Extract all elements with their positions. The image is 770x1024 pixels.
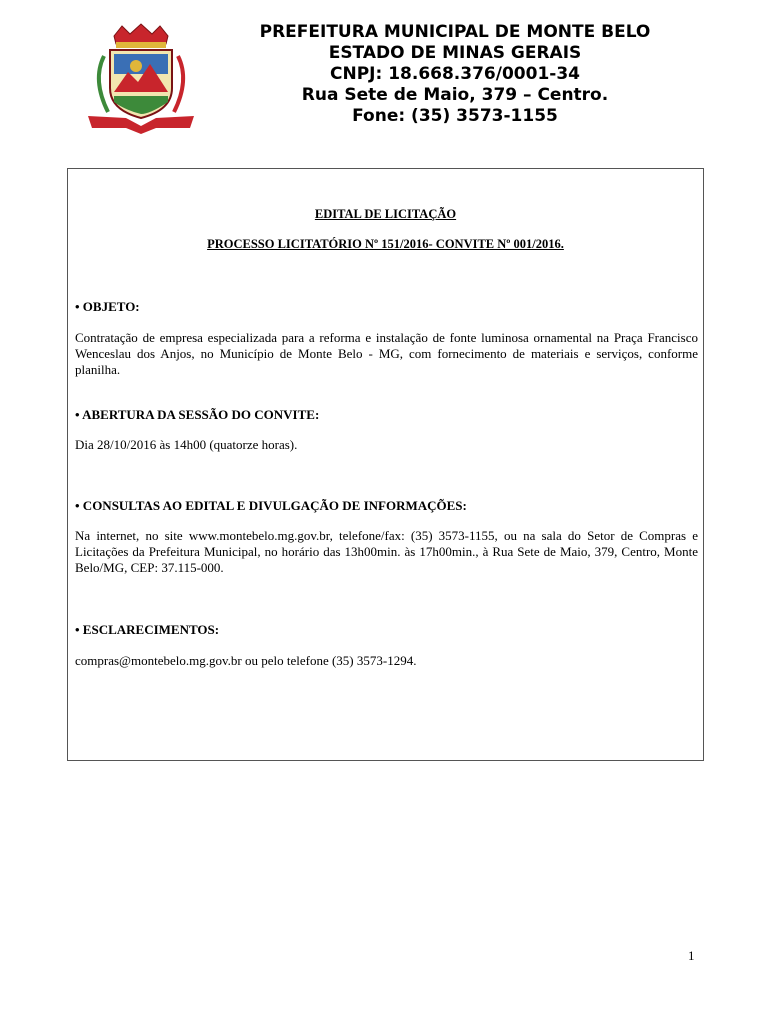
header-state: ESTADO DE MINAS GERAIS bbox=[328, 43, 582, 63]
section-objeto-heading: • OBJETO: bbox=[75, 299, 140, 314]
page-number: 1 bbox=[688, 948, 695, 963]
header-municipality: PREFEITURA MUNICIPAL DE MONTE BELO bbox=[259, 22, 651, 42]
document-title: EDITAL DE LICITAÇÃO bbox=[314, 207, 457, 221]
header-phone: Fone: (35) 3573-1155 bbox=[352, 106, 558, 126]
notice-frame bbox=[67, 168, 704, 761]
header-address: Rua Sete de Maio, 379 – Centro. bbox=[301, 85, 609, 105]
section-objeto-body: Contratação de empresa especializada para a reforma e instalação de fonte luminosa ornamental na Praça Francisco Wenceslau dos Anjos, no Município de Monte Belo - MG, com fornecimento de materiais e serviços, conforme planilha. bbox=[75, 330, 698, 377]
header-cnpj: CNPJ: 18.668.376/0001-34 bbox=[330, 64, 580, 84]
section-esclarecimentos-body: compras@montebelo.mg.gov.br ou pelo telefone (35) 3573-1294. bbox=[75, 653, 417, 668]
section-abertura-body: Dia 28/10/2016 às 14h00 (quatorze horas). bbox=[75, 437, 298, 452]
letterhead bbox=[200, 22, 710, 127]
section-esclarecimentos-heading: • ESCLARECIMENTOS: bbox=[75, 622, 220, 637]
section-abertura-heading: • ABERTURA DA SESSÃO DO CONVITE: bbox=[75, 407, 320, 422]
section-consultas-body: Na internet, no site www.montebelo.mg.gov.br, telefone/fax: (35) 3573-1155, ou na sala do Setor de Compras e Licitações da Prefeitura Municipal, no horário das 13h00min. às 17h00min., à Rua Sete de Maio, 379, Centro, Monte Belo/MG, CEP: 37.115-000. bbox=[75, 528, 698, 575]
section-consultas-heading: • CONSULTAS AO EDITAL E DIVULGAÇÃO DE INFORMAÇÕES: bbox=[75, 498, 467, 513]
municipal-crest-logo bbox=[70, 22, 212, 134]
document-subtitle: PROCESSO LICITATÓRIO Nº 151/2016- CONVITE Nº 001/2016. bbox=[207, 237, 564, 251]
